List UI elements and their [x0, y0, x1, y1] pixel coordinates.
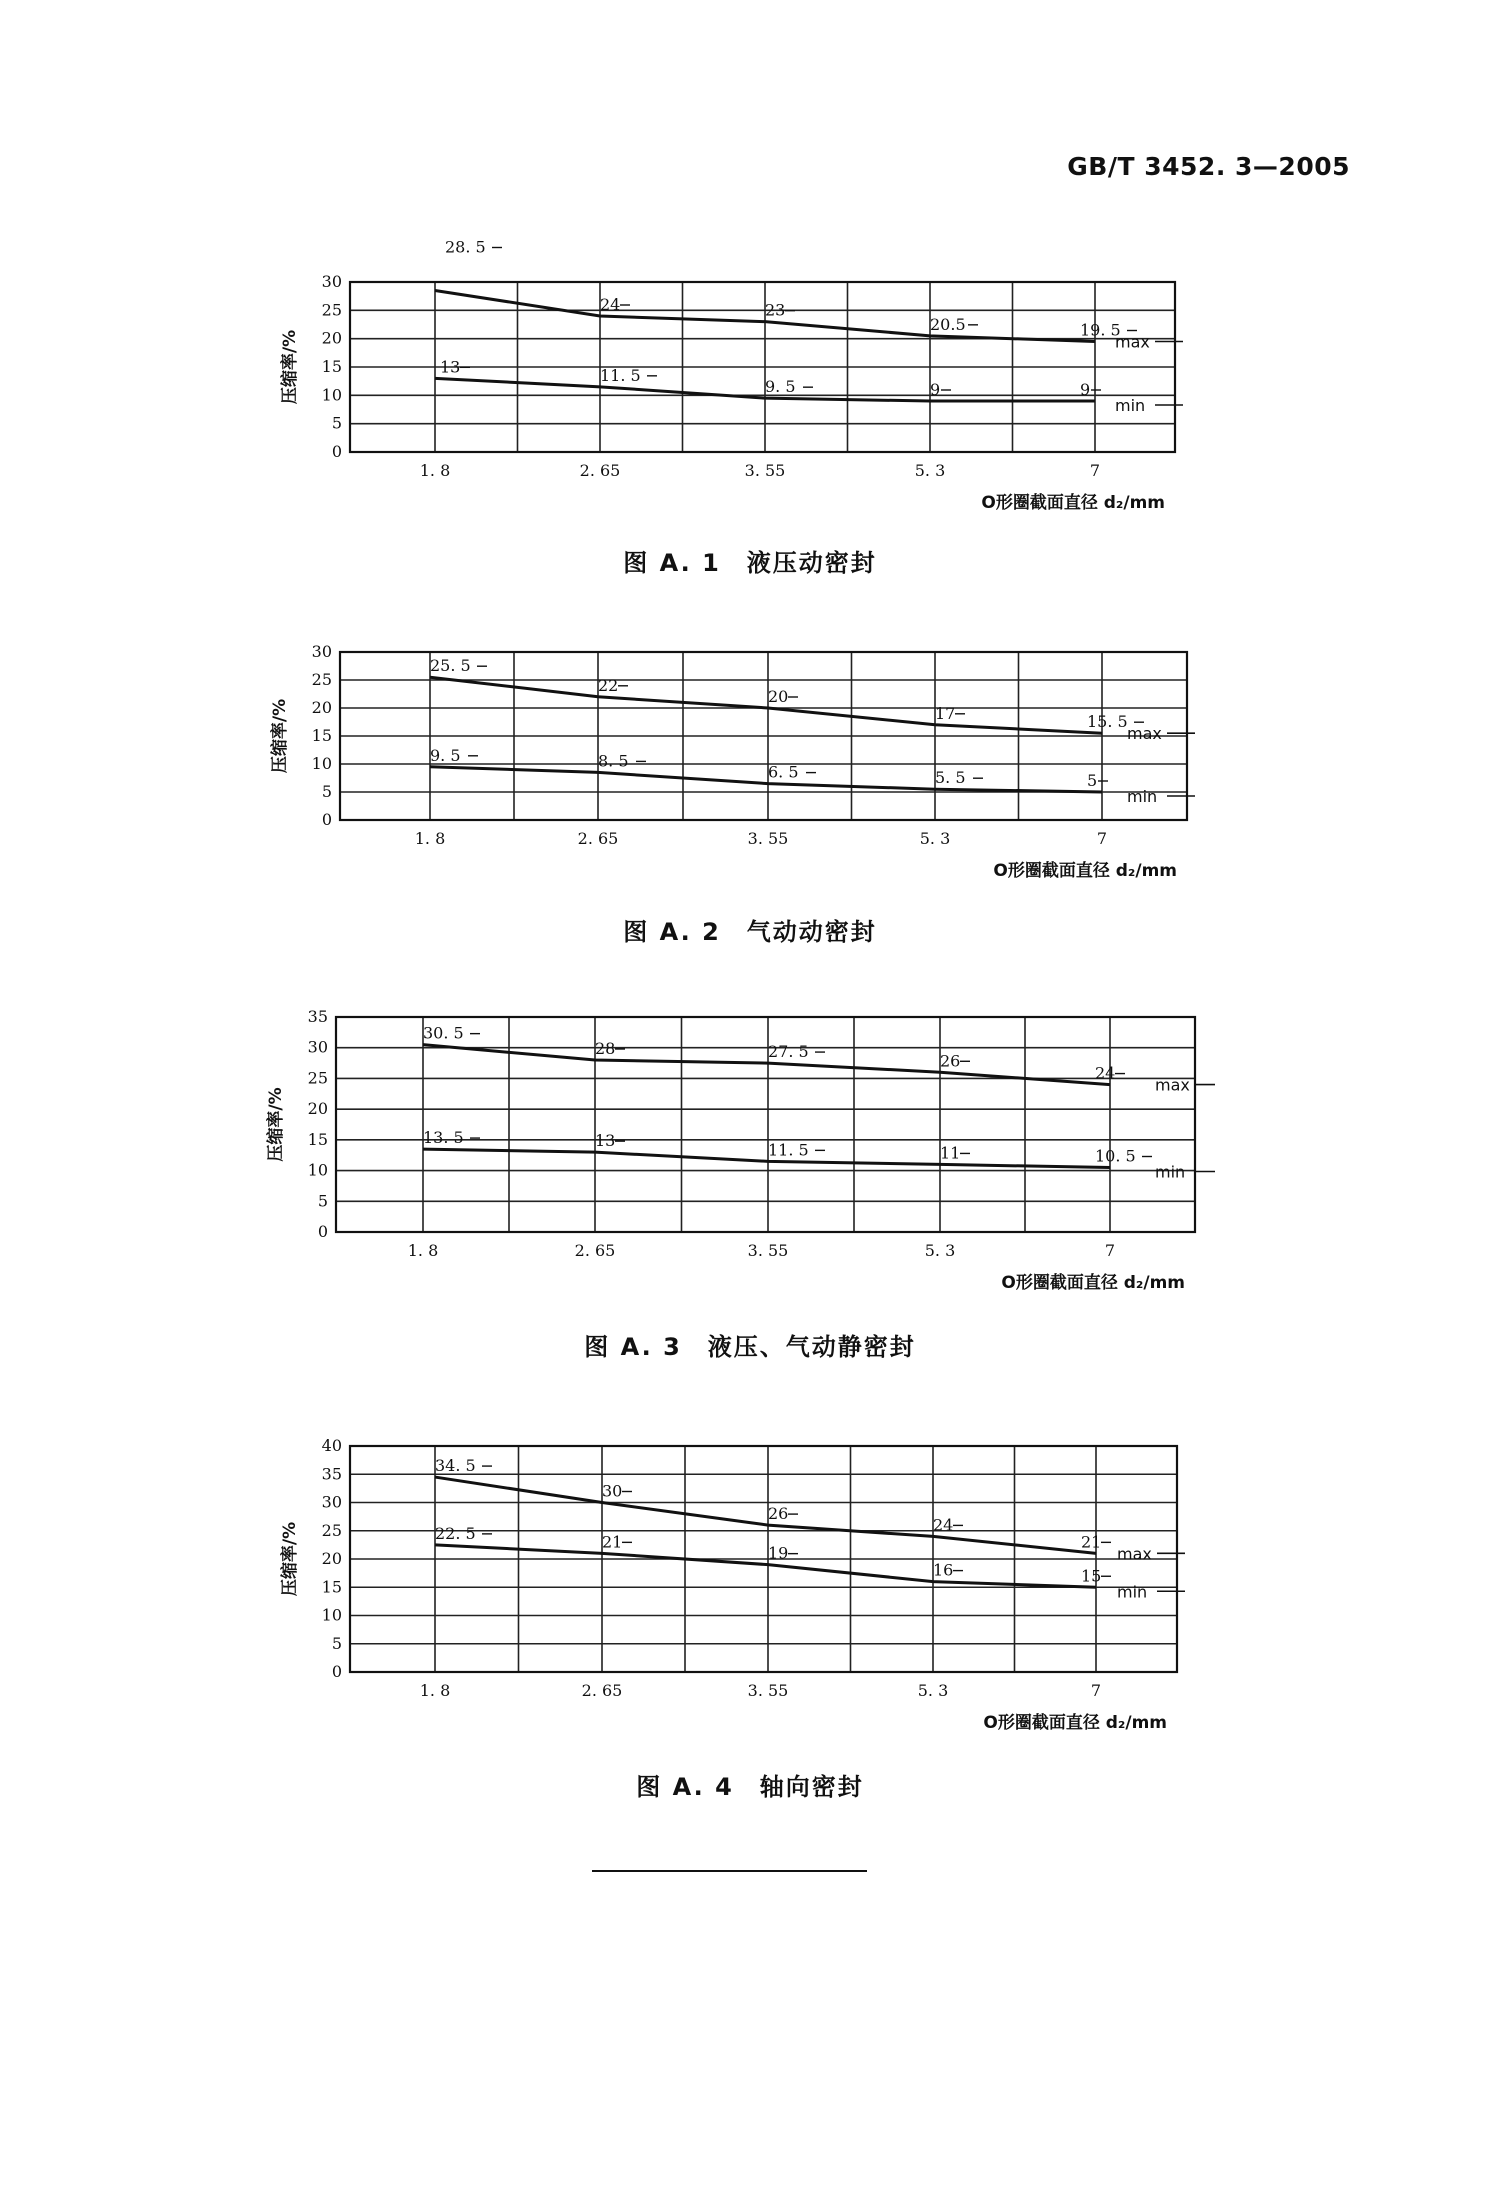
- series-line-min: [430, 767, 1102, 792]
- data-label: 20: [768, 687, 789, 706]
- data-label: 9. 5: [765, 377, 796, 397]
- y-tick-label: 40: [321, 1436, 342, 1455]
- data-label: 13. 5: [423, 1128, 464, 1148]
- y-axis-label: 压缩率/%: [270, 698, 290, 774]
- data-label: 22. 5: [435, 1523, 476, 1543]
- figure-title: 轴向密封: [759, 1773, 864, 1801]
- end-rule: [592, 1870, 867, 1872]
- figure-a1-caption: [0, 543, 1500, 578]
- figure-a4-caption: [0, 1767, 1500, 1802]
- x-tick-label: 2. 65: [577, 829, 619, 848]
- y-tick-label: 35: [307, 1007, 328, 1026]
- y-tick-label: 15: [321, 357, 342, 376]
- chart-a4: [0, 1430, 1500, 1760]
- x-tick-label: 7: [1104, 1241, 1116, 1260]
- figure-a3: [0, 1005, 1500, 1335]
- data-label: 30: [602, 1481, 623, 1501]
- series-name-label: min: [1115, 396, 1146, 415]
- figure-a4: [0, 1430, 1500, 1760]
- data-label: 5: [1087, 771, 1098, 790]
- chart-a1: [0, 230, 1500, 560]
- data-label: 28. 5: [445, 237, 486, 257]
- y-tick-label: 30: [311, 642, 332, 661]
- y-tick-label: 10: [311, 754, 332, 773]
- figure-a1: [0, 230, 1500, 560]
- series-name-label: min: [1127, 787, 1158, 806]
- y-axis-label: 压缩率/%: [266, 1087, 286, 1162]
- data-label: 11. 5: [600, 365, 641, 385]
- x-tick-label: 5. 3: [924, 1241, 956, 1260]
- series-line-max: [435, 1477, 1096, 1553]
- y-tick-label: 30: [321, 272, 342, 291]
- y-tick-label: 5: [331, 413, 342, 433]
- series-line-min: [435, 1545, 1096, 1587]
- data-label: 13: [595, 1131, 616, 1151]
- figure-a2: [0, 630, 1500, 930]
- figure-a3-caption: [0, 1327, 1500, 1362]
- data-label: 19. 5: [1080, 320, 1121, 340]
- data-label: 13: [440, 357, 461, 377]
- x-axis-label: O形圈截面直径 d₂/mm: [981, 493, 1165, 513]
- y-axis-label: 压缩率/%: [280, 329, 300, 405]
- data-label: 19: [768, 1543, 789, 1563]
- data-label: 15. 5: [1087, 712, 1128, 732]
- y-tick-label: 20: [311, 698, 332, 717]
- data-label: 5. 5: [935, 768, 966, 788]
- figure-number: 图 A. 4: [636, 1773, 734, 1801]
- x-tick-label: 1. 8: [419, 1681, 451, 1700]
- data-label: 9: [1080, 380, 1091, 399]
- x-tick-label: 7: [1090, 1681, 1102, 1700]
- x-tick-label: 1. 8: [414, 829, 446, 848]
- y-tick-label: 20: [307, 1099, 328, 1119]
- y-tick-label: 25: [307, 1068, 328, 1088]
- data-label: 6. 5: [768, 762, 799, 782]
- data-label: 9. 5: [430, 745, 461, 765]
- data-label: 10. 5: [1095, 1146, 1136, 1166]
- data-label: 27. 5: [768, 1042, 809, 1062]
- standard-number: GB/T 3452. 3—2005: [1067, 152, 1350, 181]
- data-label: 26: [940, 1051, 961, 1071]
- y-tick-label: 5: [321, 782, 332, 801]
- data-label: 21: [602, 1532, 623, 1552]
- figure-number: 图 A. 2: [623, 918, 721, 946]
- y-tick-label: 30: [321, 1492, 342, 1512]
- y-tick-label: 20: [321, 1549, 342, 1568]
- data-label: 30. 5: [423, 1023, 464, 1043]
- x-tick-label: 5. 3: [917, 1681, 949, 1700]
- y-tick-label: 5: [331, 1633, 342, 1653]
- data-label: 16: [933, 1560, 954, 1580]
- x-axis-label: O形圈截面直径 d₂/mm: [983, 1713, 1167, 1733]
- series-name-label: max: [1115, 332, 1150, 352]
- y-tick-label: 25: [311, 670, 332, 689]
- x-tick-label: 3. 55: [747, 1241, 789, 1260]
- y-tick-label: 15: [321, 1577, 342, 1597]
- data-label: 11. 5: [768, 1140, 809, 1160]
- x-tick-label: 5. 3: [919, 829, 951, 848]
- data-label: 22: [598, 675, 619, 695]
- figure-title: 液压动密封: [746, 549, 877, 577]
- figure-number: 图 A. 3: [584, 1333, 682, 1361]
- x-tick-label: 7: [1089, 461, 1101, 480]
- x-tick-label: 3. 55: [744, 461, 786, 480]
- gridlines: [350, 1446, 1177, 1672]
- data-label: 24: [1095, 1063, 1116, 1083]
- y-tick-label: 0: [317, 1222, 328, 1241]
- y-tick-label: 20: [321, 328, 342, 348]
- series-name-label: max: [1155, 1075, 1190, 1095]
- figure-title: 气动动密封: [746, 918, 877, 946]
- series-name-label: min: [1117, 1582, 1148, 1602]
- x-tick-label: 1. 8: [407, 1241, 439, 1260]
- data-label: 20.5: [930, 314, 966, 334]
- x-tick-label: 2. 65: [581, 1681, 623, 1700]
- series-name-label: min: [1155, 1162, 1186, 1182]
- x-tick-label: 2. 65: [574, 1241, 616, 1260]
- y-tick-label: 35: [321, 1464, 342, 1484]
- figure-number: 图 A. 1: [623, 549, 721, 577]
- y-tick-label: 15: [307, 1129, 328, 1149]
- data-label: 9: [930, 380, 941, 399]
- data-label: 26: [768, 1504, 789, 1524]
- x-tick-label: 3. 55: [747, 829, 789, 848]
- gridlines: [350, 282, 1175, 452]
- series-line-min: [423, 1149, 1110, 1167]
- data-label: 11: [940, 1143, 961, 1163]
- data-label: 17: [935, 703, 956, 723]
- y-tick-label: 10: [307, 1160, 328, 1180]
- data-label: 8. 5: [598, 751, 629, 771]
- x-tick-label: 2. 65: [579, 461, 621, 480]
- figure-title: 液压、气动静密封: [707, 1333, 916, 1361]
- y-tick-label: 10: [321, 1605, 342, 1625]
- y-axis-label: 压缩率/%: [280, 1521, 300, 1597]
- data-label: 25. 5: [430, 656, 471, 676]
- y-tick-label: 30: [307, 1037, 328, 1057]
- data-label: 24: [933, 1515, 954, 1535]
- x-tick-label: 5. 3: [914, 461, 946, 480]
- chart-a3: [0, 1005, 1500, 1335]
- y-tick-label: 0: [331, 442, 342, 461]
- data-label: 23: [765, 300, 786, 320]
- y-tick-label: 0: [331, 1662, 342, 1681]
- data-label: 21: [1081, 1532, 1102, 1552]
- x-tick-label: 7: [1096, 829, 1108, 848]
- x-tick-label: 3. 55: [747, 1681, 789, 1700]
- series-name-label: max: [1127, 724, 1162, 744]
- data-label: 28: [595, 1039, 616, 1058]
- y-tick-label: 25: [321, 1520, 342, 1540]
- y-tick-label: 5: [317, 1191, 328, 1211]
- figure-a2-caption: [0, 912, 1500, 947]
- x-axis-label: O形圈截面直径 d₂/mm: [1001, 1273, 1185, 1293]
- x-axis-label: O形圈截面直径 d₂/mm: [993, 861, 1177, 881]
- data-label: 15: [1081, 1566, 1102, 1586]
- x-tick-label: 1. 8: [419, 461, 451, 480]
- series-name-label: max: [1117, 1544, 1152, 1564]
- series-line-max: [430, 677, 1102, 733]
- y-tick-label: 15: [311, 726, 332, 745]
- y-tick-label: 0: [321, 810, 332, 829]
- chart-a2: [0, 630, 1500, 930]
- data-label: 24: [600, 295, 621, 314]
- y-tick-label: 25: [321, 300, 342, 320]
- y-tick-label: 10: [321, 385, 342, 405]
- gridlines: [340, 652, 1187, 820]
- data-label: 34. 5: [435, 1456, 476, 1476]
